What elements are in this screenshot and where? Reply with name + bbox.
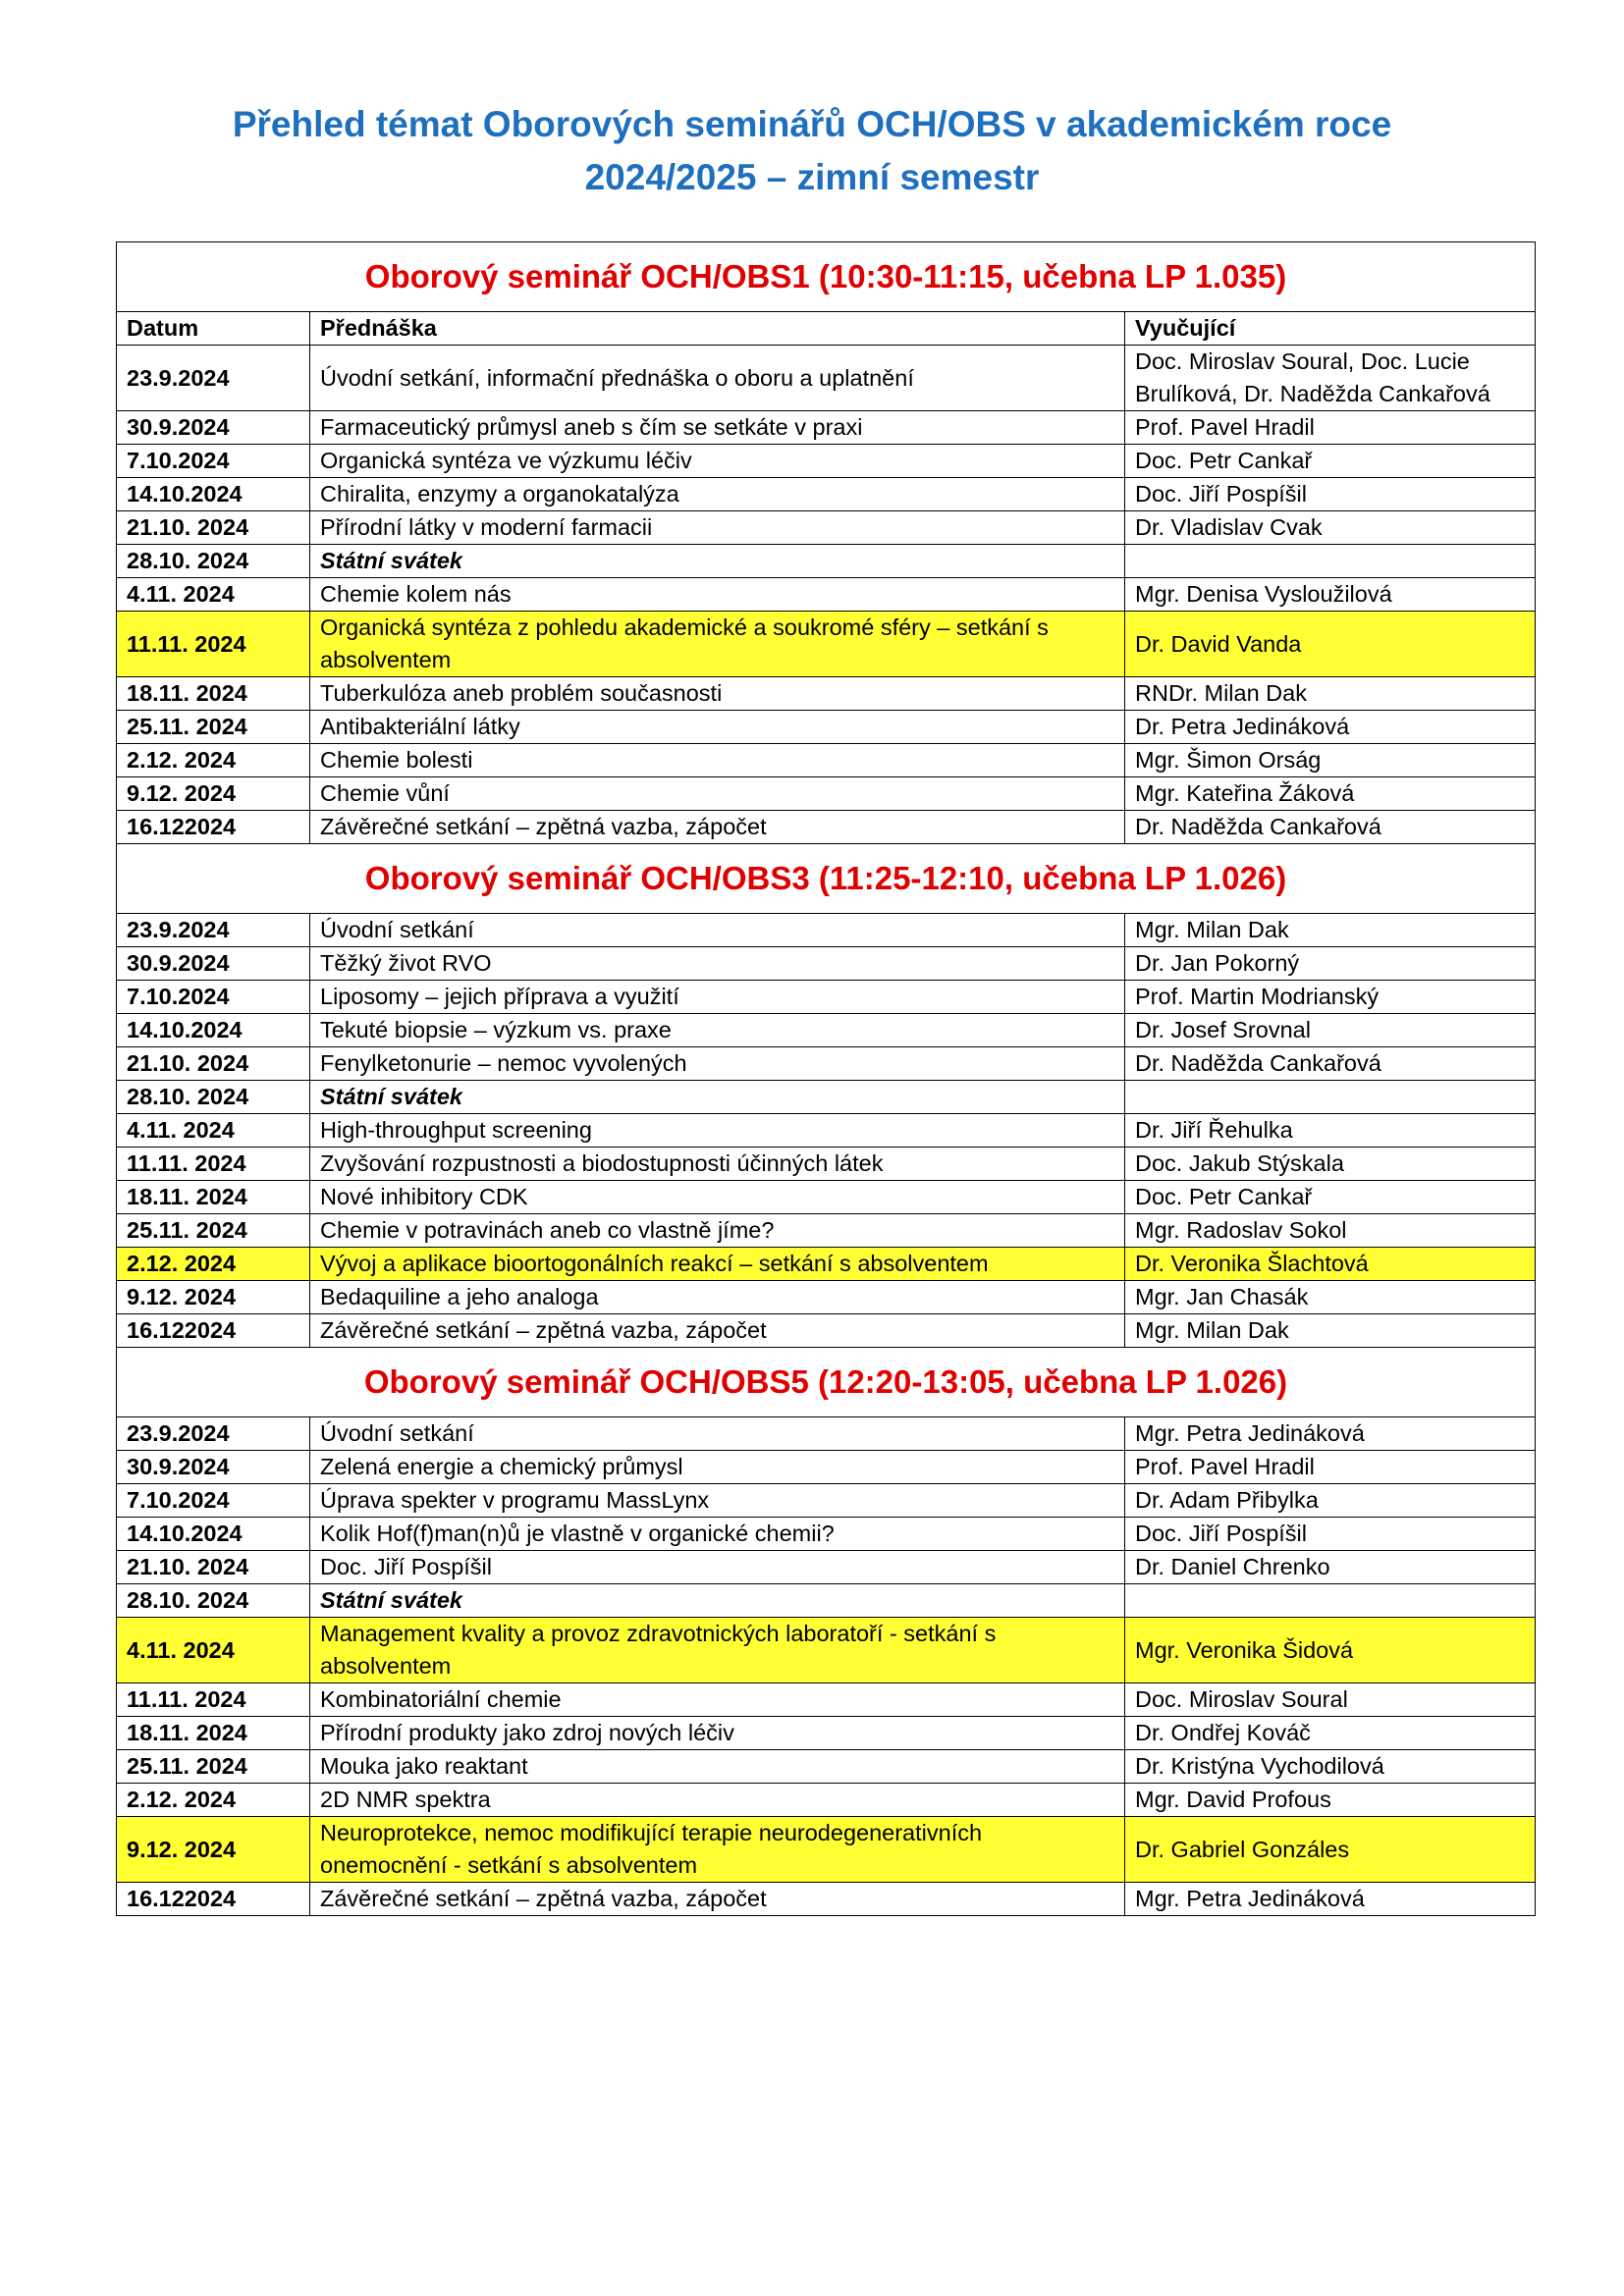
date-cell: 18.11. 2024 (117, 1181, 310, 1214)
teacher-cell: Doc. Jiří Pospíšil (1125, 478, 1536, 511)
holiday-cell: Státní svátek (310, 545, 1125, 578)
section-title-row (117, 844, 1536, 914)
teacher-cell: Mgr. Jan Chasák (1125, 1281, 1536, 1314)
date-cell: 7.10.2024 (117, 981, 310, 1014)
table-row (117, 1717, 1536, 1750)
lecture-cell: Chemie vůní (310, 777, 1125, 811)
column-header-row (117, 312, 1536, 346)
date-cell: 16.122024 (117, 811, 310, 844)
table-row (117, 478, 1536, 511)
teacher-cell: Dr. Petra Jedináková (1125, 711, 1536, 744)
teacher-cell: Dr. Jan Pokorný (1125, 947, 1536, 981)
table-row (117, 1114, 1536, 1148)
date-cell: 16.122024 (117, 1883, 310, 1916)
table-row (117, 545, 1536, 578)
date-cell: 21.10. 2024 (117, 1047, 310, 1081)
table-row (117, 777, 1536, 811)
teacher-cell: Doc. Miroslav Soural, Doc. Lucie Brulíková, Dr. Naděžda Cankařová (1125, 346, 1536, 411)
teacher-cell: Mgr. Kateřina Žáková (1125, 777, 1536, 811)
table-row (117, 1518, 1536, 1551)
table-row (117, 1417, 1536, 1451)
date-cell: 23.9.2024 (117, 914, 310, 947)
lecture-cell: Liposomy – jejich příprava a využití (310, 981, 1125, 1014)
lecture-cell: High-throughput screening (310, 1114, 1125, 1148)
lecture-cell: Úvodní setkání (310, 1417, 1125, 1451)
teacher-cell: Mgr. Veronika Šidová (1125, 1618, 1536, 1683)
table-row (117, 1584, 1536, 1618)
lecture-cell: Mouka jako reaktant (310, 1750, 1125, 1784)
table-row (117, 1214, 1536, 1248)
teacher-cell: Mgr. Petra Jedináková (1125, 1883, 1536, 1916)
section-title: Oborový seminář OCH/OBS3 (11:25-12:10, učebna LP 1.026) (117, 844, 1536, 914)
section-title-row (117, 1348, 1536, 1417)
table-row (117, 1551, 1536, 1584)
lecture-cell: Úprava spekter v programu MassLynx (310, 1484, 1125, 1518)
table-row (117, 1014, 1536, 1047)
date-cell: 7.10.2024 (117, 1484, 310, 1518)
lecture-cell: Zelená energie a chemický průmysl (310, 1451, 1125, 1484)
date-cell: 25.11. 2024 (117, 1750, 310, 1784)
lecture-cell: Vývoj a aplikace bioortogonálních reakcí – setkání s absolventem (310, 1248, 1125, 1281)
page-title-line-2: 2024/2025 – zimní semestr (584, 157, 1040, 197)
teacher-cell: Prof. Pavel Hradil (1125, 411, 1536, 445)
table-row (117, 1281, 1536, 1314)
date-cell: 25.11. 2024 (117, 711, 310, 744)
lecture-cell: Kombinatoriální chemie (310, 1683, 1125, 1717)
lecture-cell: Doc. Jiří Pospíšil (310, 1551, 1125, 1584)
section-title-row (117, 242, 1536, 312)
date-cell: 2.12. 2024 (117, 1784, 310, 1817)
teacher-cell: Dr. Naděžda Cankařová (1125, 811, 1536, 844)
teacher-cell: Dr. Kristýna Vychodilová (1125, 1750, 1536, 1784)
teacher-cell: RNDr. Milan Dak (1125, 677, 1536, 711)
date-cell: 11.11. 2024 (117, 612, 310, 677)
lecture-cell: Přírodní produkty jako zdroj nových léčiv (310, 1717, 1125, 1750)
table-row (117, 981, 1536, 1014)
lecture-cell: Nové inhibitory CDK (310, 1181, 1125, 1214)
section-title: Oborový seminář OCH/OBS1 (10:30-11:15, učebna LP 1.035) (117, 242, 1536, 312)
column-header-lecture: Přednáška (310, 312, 1125, 346)
date-cell: 23.9.2024 (117, 1417, 310, 1451)
teacher-cell (1125, 1584, 1536, 1618)
lecture-cell: Antibakteriální látky (310, 711, 1125, 744)
lecture-cell: Organická syntéza z pohledu akademické a soukromé sféry – setkání s absolventem (310, 612, 1125, 677)
teacher-cell: Doc. Petr Cankař (1125, 1181, 1536, 1214)
teacher-cell: Dr. Gabriel Gonzáles (1125, 1817, 1536, 1883)
page-title (0, 98, 1624, 204)
table-row (117, 445, 1536, 478)
table-row (117, 1817, 1536, 1883)
lecture-cell: Neuroprotekce, nemoc modifikující terapie neurodegenerativních onemocnění - setkání s absolventem (310, 1817, 1125, 1883)
date-cell: 23.9.2024 (117, 346, 310, 411)
date-cell: 21.10. 2024 (117, 511, 310, 545)
table-row (117, 1683, 1536, 1717)
lecture-cell: Chemie v potravinách aneb co vlastně jíme? (310, 1214, 1125, 1248)
teacher-cell (1125, 545, 1536, 578)
table-row (117, 1883, 1536, 1916)
table-row (117, 1314, 1536, 1348)
lecture-cell: Chiralita, enzymy a organokatalýza (310, 478, 1125, 511)
teacher-cell: Dr. Ondřej Kováč (1125, 1717, 1536, 1750)
date-cell: 7.10.2024 (117, 445, 310, 478)
teacher-cell: Doc. Petr Cankař (1125, 445, 1536, 478)
schedule-body (117, 242, 1536, 1916)
table-row (117, 511, 1536, 545)
teacher-cell: Dr. Jiří Řehulka (1125, 1114, 1536, 1148)
lecture-cell: Farmaceutický průmysl aneb s čím se setkáte v praxi (310, 411, 1125, 445)
teacher-cell: Doc. Miroslav Soural (1125, 1683, 1536, 1717)
table-row (117, 947, 1536, 981)
lecture-cell: Závěrečné setkání – zpětná vazba, zápočet (310, 811, 1125, 844)
teacher-cell (1125, 1081, 1536, 1114)
lecture-cell: Chemie bolesti (310, 744, 1125, 777)
date-cell: 30.9.2024 (117, 1451, 310, 1484)
date-cell: 14.10.2024 (117, 478, 310, 511)
teacher-cell: Mgr. Petra Jedináková (1125, 1417, 1536, 1451)
date-cell: 14.10.2024 (117, 1014, 310, 1047)
table-row (117, 1618, 1536, 1683)
date-cell: 18.11. 2024 (117, 1717, 310, 1750)
lecture-cell: Tekuté biopsie – výzkum vs. praxe (310, 1014, 1125, 1047)
table-row (117, 1484, 1536, 1518)
teacher-cell: Mgr. Denisa Vysloužilová (1125, 578, 1536, 612)
date-cell: 18.11. 2024 (117, 677, 310, 711)
teacher-cell: Dr. Naděžda Cankařová (1125, 1047, 1536, 1081)
table-row (117, 1750, 1536, 1784)
table-row (117, 711, 1536, 744)
table-row (117, 744, 1536, 777)
lecture-cell: Management kvality a provoz zdravotnických laboratoří - setkání s absolventem (310, 1618, 1125, 1683)
date-cell: 2.12. 2024 (117, 744, 310, 777)
teacher-cell: Mgr. Milan Dak (1125, 1314, 1536, 1348)
teacher-cell: Mgr. Milan Dak (1125, 914, 1536, 947)
date-cell: 4.11. 2024 (117, 578, 310, 612)
date-cell: 14.10.2024 (117, 1518, 310, 1551)
table-row (117, 811, 1536, 844)
date-cell: 11.11. 2024 (117, 1683, 310, 1717)
lecture-cell: Tuberkulóza aneb problém současnosti (310, 677, 1125, 711)
teacher-cell: Dr. Veronika Šlachtová (1125, 1248, 1536, 1281)
date-cell: 30.9.2024 (117, 411, 310, 445)
lecture-cell: Závěrečné setkání – zpětná vazba, zápočet (310, 1883, 1125, 1916)
seminar-schedule-table (116, 241, 1536, 1916)
table-row (117, 578, 1536, 612)
teacher-cell: Prof. Pavel Hradil (1125, 1451, 1536, 1484)
lecture-cell: Závěrečné setkání – zpětná vazba, zápočet (310, 1314, 1125, 1348)
lecture-cell: Chemie kolem nás (310, 578, 1125, 612)
date-cell: 16.122024 (117, 1314, 310, 1348)
section-title: Oborový seminář OCH/OBS5 (12:20-13:05, učebna LP 1.026) (117, 1348, 1536, 1417)
lecture-cell: Zvyšování rozpustnosti a biodostupnosti účinných látek (310, 1148, 1125, 1181)
lecture-cell: Kolik Hof(f)man(n)ů je vlastně v organické chemii? (310, 1518, 1125, 1551)
table-row (117, 1148, 1536, 1181)
table-row (117, 1047, 1536, 1081)
date-cell: 11.11. 2024 (117, 1148, 310, 1181)
lecture-cell: Úvodní setkání, informační přednáška o oboru a uplatnění (310, 346, 1125, 411)
teacher-cell: Dr. David Vanda (1125, 612, 1536, 677)
lecture-cell: Fenylketonurie – nemoc vyvolených (310, 1047, 1125, 1081)
page-title-line-1: Přehled témat Oborových seminářů OCH/OBS v akademickém roce (232, 104, 1392, 144)
date-cell: 9.12. 2024 (117, 777, 310, 811)
lecture-cell: Úvodní setkání (310, 914, 1125, 947)
teacher-cell: Mgr. David Profous (1125, 1784, 1536, 1817)
table-row (117, 1181, 1536, 1214)
teacher-cell: Mgr. Radoslav Sokol (1125, 1214, 1536, 1248)
date-cell: 9.12. 2024 (117, 1281, 310, 1314)
table-row (117, 411, 1536, 445)
column-header-teacher: Vyučující (1125, 312, 1536, 346)
date-cell: 2.12. 2024 (117, 1248, 310, 1281)
date-cell: 28.10. 2024 (117, 1081, 310, 1114)
teacher-cell: Prof. Martin Modrianský (1125, 981, 1536, 1014)
date-cell: 4.11. 2024 (117, 1618, 310, 1683)
table-row (117, 914, 1536, 947)
teacher-cell: Mgr. Šimon Orság (1125, 744, 1536, 777)
lecture-cell: Organická syntéza ve výzkumu léčiv (310, 445, 1125, 478)
lecture-cell: 2D NMR spektra (310, 1784, 1125, 1817)
table-row (117, 1784, 1536, 1817)
date-cell: 30.9.2024 (117, 947, 310, 981)
date-cell: 4.11. 2024 (117, 1114, 310, 1148)
table-row (117, 1248, 1536, 1281)
date-cell: 28.10. 2024 (117, 545, 310, 578)
table-row (117, 1451, 1536, 1484)
table-row (117, 1081, 1536, 1114)
table-row (117, 612, 1536, 677)
teacher-cell: Doc. Jiří Pospíšil (1125, 1518, 1536, 1551)
date-cell: 21.10. 2024 (117, 1551, 310, 1584)
teacher-cell: Dr. Adam Přibylka (1125, 1484, 1536, 1518)
lecture-cell: Přírodní látky v moderní farmacii (310, 511, 1125, 545)
date-cell: 9.12. 2024 (117, 1817, 310, 1883)
teacher-cell: Doc. Jakub Stýskala (1125, 1148, 1536, 1181)
column-header-date: Datum (117, 312, 310, 346)
teacher-cell: Dr. Josef Srovnal (1125, 1014, 1536, 1047)
lecture-cell: Těžký život RVO (310, 947, 1125, 981)
lecture-cell: Bedaquiline a jeho analoga (310, 1281, 1125, 1314)
table-row (117, 677, 1536, 711)
holiday-cell: Státní svátek (310, 1584, 1125, 1618)
holiday-cell: Státní svátek (310, 1081, 1125, 1114)
teacher-cell: Dr. Daniel Chrenko (1125, 1551, 1536, 1584)
date-cell: 28.10. 2024 (117, 1584, 310, 1618)
table-row (117, 346, 1536, 411)
teacher-cell: Dr. Vladislav Cvak (1125, 511, 1536, 545)
date-cell: 25.11. 2024 (117, 1214, 310, 1248)
